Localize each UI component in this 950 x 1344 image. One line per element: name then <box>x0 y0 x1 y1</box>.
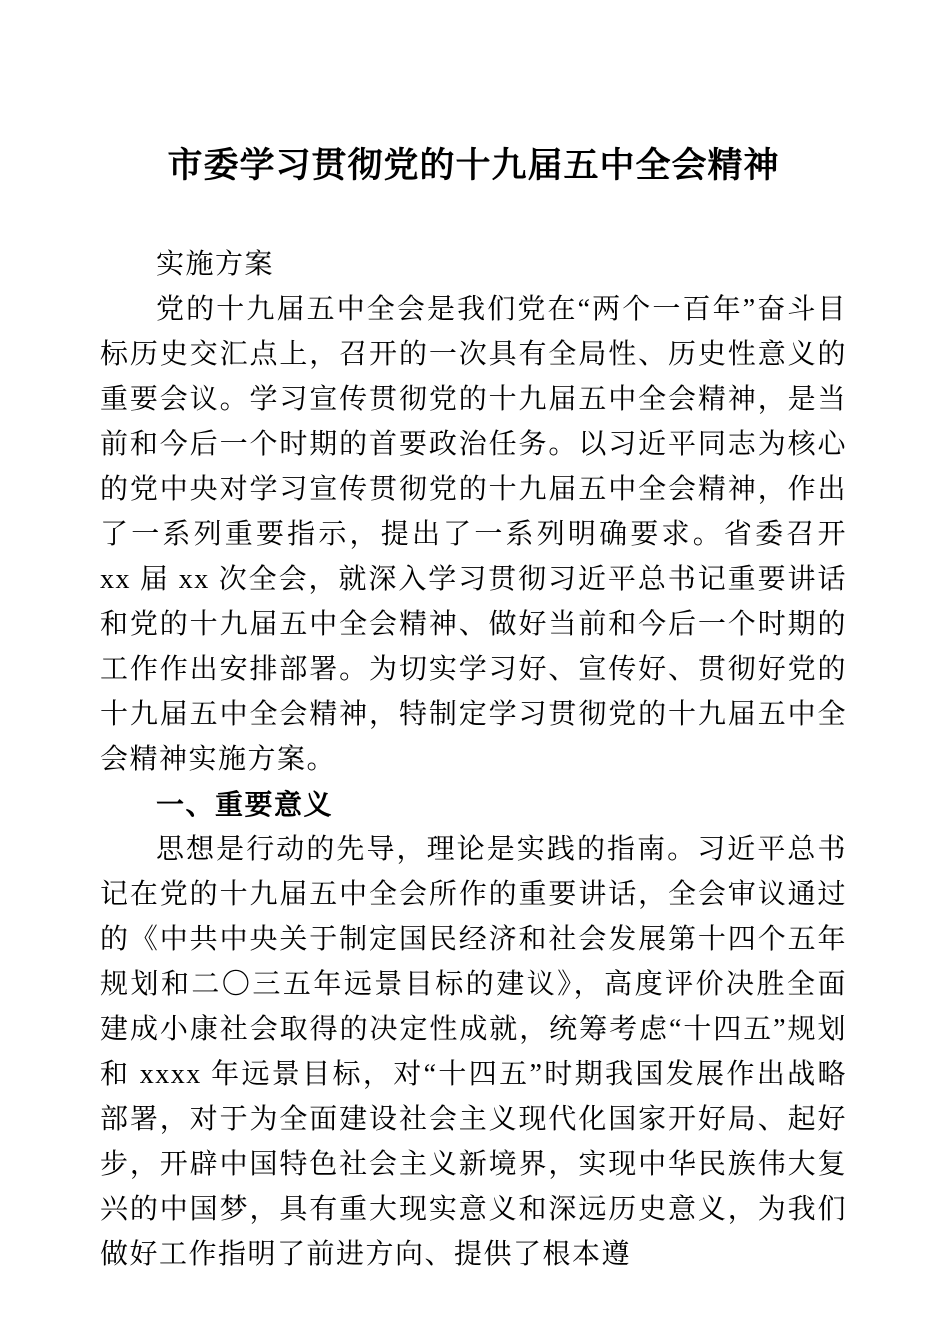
section-heading-importance: 一、重要意义 <box>156 789 334 820</box>
paragraph-significance: 思想是行动的先导，理论是实践的指南。习近平总书记在党的十九届五中全会所作的重要讲话，全会审议通过的《中共中央关于制定国民经济和社会发展第十四个五年规划和二〇三五年远景目标的建议》，高度评价决胜全面建成小康社会取得的决定性成就，统筹考虑“十四五”规划和 xxxx 年远景目标，对“十四五”时期我国发展作出战略部署，对于为全面建设社会主义现代化国家开好局、起好步，开辟中国特色社会主义新境界，实现中华民族伟大复兴的中国梦，具有重大现实意义和深远历史意义，为我们做好工作指明了前进方向、提供了根本遵 <box>100 834 847 1270</box>
document-title: 市委学习贯彻党的十九届五中全会精神 <box>167 146 780 185</box>
paragraph-intro: 党的十九届五中全会是我们党在“两个一百年”奋斗目标历史交汇点上，召开的一次具有全局性、历史性意义的重要会议。学习宣传贯彻党的十九届五中全会精神，是当前和今后一个时期的首要政治任务。以习近平同志为核心的党中央对学习宣传贯彻党的十九届五中全会精神，作出了一系列重要指示，提出了一系列明确要求。省委召开 xx 届 xx 次全会，就深入学习贯彻习近平总书记重要讲话和党的十九届五中全会精神、做好当前和今后一个时期的工作作出安排部署。为切实学习好、宣传好、贯彻好党的十九届五中全会精神，特制定学习贯彻党的十九届五中全会精神实施方案。 <box>100 294 847 775</box>
paragraph-subtitle: 实施方案 <box>156 249 275 280</box>
